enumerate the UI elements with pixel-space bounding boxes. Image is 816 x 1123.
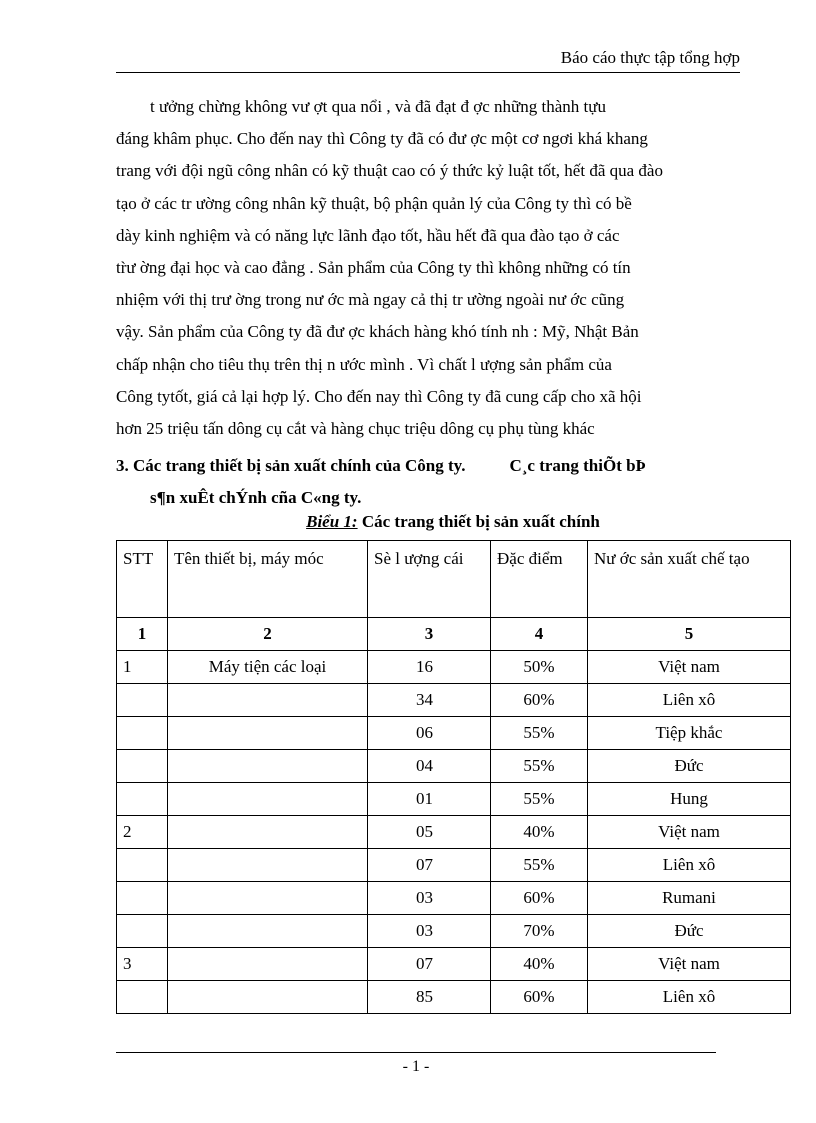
table-row [117, 717, 791, 750]
cell-stt [117, 750, 168, 783]
section-title-garbled-1: C¸c trang thiÕt bÞ [509, 456, 646, 475]
paragraph-line: đáng khâm phục. Cho đến nay thì Công ty đã có đư ợc một cơ ngơi khá khang [116, 129, 648, 149]
cell-origin: Liên xô [588, 684, 791, 717]
cell-origin: Đức [588, 915, 791, 948]
table-row [117, 750, 791, 783]
cell-quantity: 07 [368, 948, 491, 981]
cell-quantity: 34 [368, 684, 491, 717]
section-title: 3. Các trang thiết bị sản xuất chính của Công ty. [116, 456, 466, 475]
equipment-table [116, 540, 791, 1014]
table-row [117, 882, 791, 915]
footer-rule [116, 1052, 716, 1053]
paragraph-line: Công tytốt, giá cả lại hợp lý. Cho đến nay thì Công ty đã cung cấp cho xã hội [116, 386, 642, 406]
cell-stt [117, 882, 168, 915]
cell-origin: Liên xô [588, 981, 791, 1014]
cell-origin: Rumani [588, 882, 791, 915]
table-row [117, 849, 791, 882]
cell-quantity: 16 [368, 651, 491, 684]
table-row [117, 981, 791, 1014]
cell-equipment-name [168, 750, 368, 783]
page-number: - 1 - [402, 1058, 430, 1075]
body-paragraph [116, 91, 740, 445]
cell-quantity: 07 [368, 849, 491, 882]
paragraph-line: tr̀ư ờng đại học và cao đẳng . Sản phẩm của Công ty thì không những có tín [116, 258, 631, 278]
cell-feature: 40% [491, 948, 588, 981]
cell-feature: 55% [491, 849, 588, 882]
section-title-garbled-2: s¶n xuÊt chÝnh cña C«ng ty. [150, 488, 362, 507]
section-heading [116, 450, 756, 514]
running-header: Báo cáo thực tập tổng hợp [560, 48, 740, 67]
paragraph-line: tạo ở các tr ường công nhân kỹ thuật, bộ phận quản lý của Công ty thì có bề [116, 193, 632, 213]
cell-origin: Việt nam [588, 948, 791, 981]
cell-equipment-name [168, 948, 368, 981]
paragraph-line: dày kinh nghiệm và có năng lực lãnh đạo tốt, hầu hết đã qua đào tạo ở các [116, 225, 620, 245]
paragraph-line: trang với đội ngũ công nhân có kỹ thuật cao có ý thức kỷ luật tốt, hết đã qua đào [116, 161, 663, 181]
cell-quantity: 85 [368, 981, 491, 1014]
cell-feature: 60% [491, 981, 588, 1014]
table-caption [116, 512, 790, 532]
cell-stt [117, 849, 168, 882]
cell-stt: 2 [117, 816, 168, 849]
header-quantity: Sè l ượng cái [368, 541, 491, 618]
header-feature: Đặc điểm [491, 541, 588, 618]
index-cell: 3 [368, 618, 491, 651]
paragraph-line: vậy. Sản phẩm của Công ty đã đư ợc khách hàng khó tính nh : Mỹ, Nhật Bản [116, 322, 639, 342]
index-cell: 2 [168, 618, 368, 651]
paragraph-line: hơn 25 triệu tấn dông cụ cắt và hàng chục triệu dông cụ phụ tùng khác [116, 419, 595, 439]
cell-equipment-name [168, 783, 368, 816]
paragraph-line: t ưởng chừng không vư ợt qua nổi , và đã đạt đ ợc những thành tựu [150, 97, 606, 116]
cell-feature: 55% [491, 783, 588, 816]
cell-equipment-name [168, 915, 368, 948]
cell-stt [117, 684, 168, 717]
cell-quantity: 06 [368, 717, 491, 750]
cell-feature: 50% [491, 651, 588, 684]
header-equipment-name: Tên thiết bị, máy móc [168, 541, 368, 618]
table-row [117, 783, 791, 816]
cell-equipment-name [168, 882, 368, 915]
table-row [117, 816, 791, 849]
cell-quantity: 03 [368, 915, 491, 948]
cell-feature: 40% [491, 816, 588, 849]
table-header-row [117, 541, 791, 618]
table-row [117, 915, 791, 948]
index-cell: 5 [588, 618, 791, 651]
cell-equipment-name [168, 816, 368, 849]
cell-quantity: 05 [368, 816, 491, 849]
cell-origin: Liên xô [588, 849, 791, 882]
cell-stt: 1 [117, 651, 168, 684]
cell-stt: 3 [117, 948, 168, 981]
cell-feature: 60% [491, 684, 588, 717]
cell-equipment-name [168, 849, 368, 882]
cell-stt [117, 717, 168, 750]
table-row [117, 651, 791, 684]
cell-equipment-name [168, 717, 368, 750]
index-cell: 4 [491, 618, 588, 651]
cell-equipment-name [168, 981, 368, 1014]
cell-quantity: 01 [368, 783, 491, 816]
cell-origin: Hung [588, 783, 791, 816]
cell-origin: Tiệp khắc [588, 717, 791, 750]
cell-feature: 55% [491, 750, 588, 783]
cell-equipment-name: Máy tiện các loại [168, 651, 368, 684]
cell-feature: 70% [491, 915, 588, 948]
index-cell: 1 [117, 618, 168, 651]
table-row [117, 948, 791, 981]
cell-feature: 55% [491, 717, 588, 750]
paragraph-line: nhiệm với thị trư ờng trong nư ớc mà ngay cả thị tr ường ngoài nư ớc cũng [116, 290, 625, 310]
header-rule [116, 72, 740, 73]
cell-quantity: 04 [368, 750, 491, 783]
cell-quantity: 03 [368, 882, 491, 915]
caption-label: Biểu 1: [306, 512, 358, 531]
cell-feature: 60% [491, 882, 588, 915]
caption-text: Các trang thiết bị sản xuất chính [357, 512, 600, 531]
cell-origin: Đức [588, 750, 791, 783]
cell-origin: Việt nam [588, 651, 791, 684]
paragraph-line: chấp nhận cho tiêu thụ trên thị n ước mình . Vì chất l ượng sản phẩm của [116, 354, 612, 374]
cell-equipment-name [168, 684, 368, 717]
header-origin: Nư ớc sản xuất chế tạo [588, 541, 791, 618]
cell-stt [117, 783, 168, 816]
cell-stt [117, 915, 168, 948]
header-stt: STT [117, 541, 168, 618]
table-row [117, 684, 791, 717]
cell-origin: Việt nam [588, 816, 791, 849]
table-index-row [117, 618, 791, 651]
cell-stt [117, 981, 168, 1014]
